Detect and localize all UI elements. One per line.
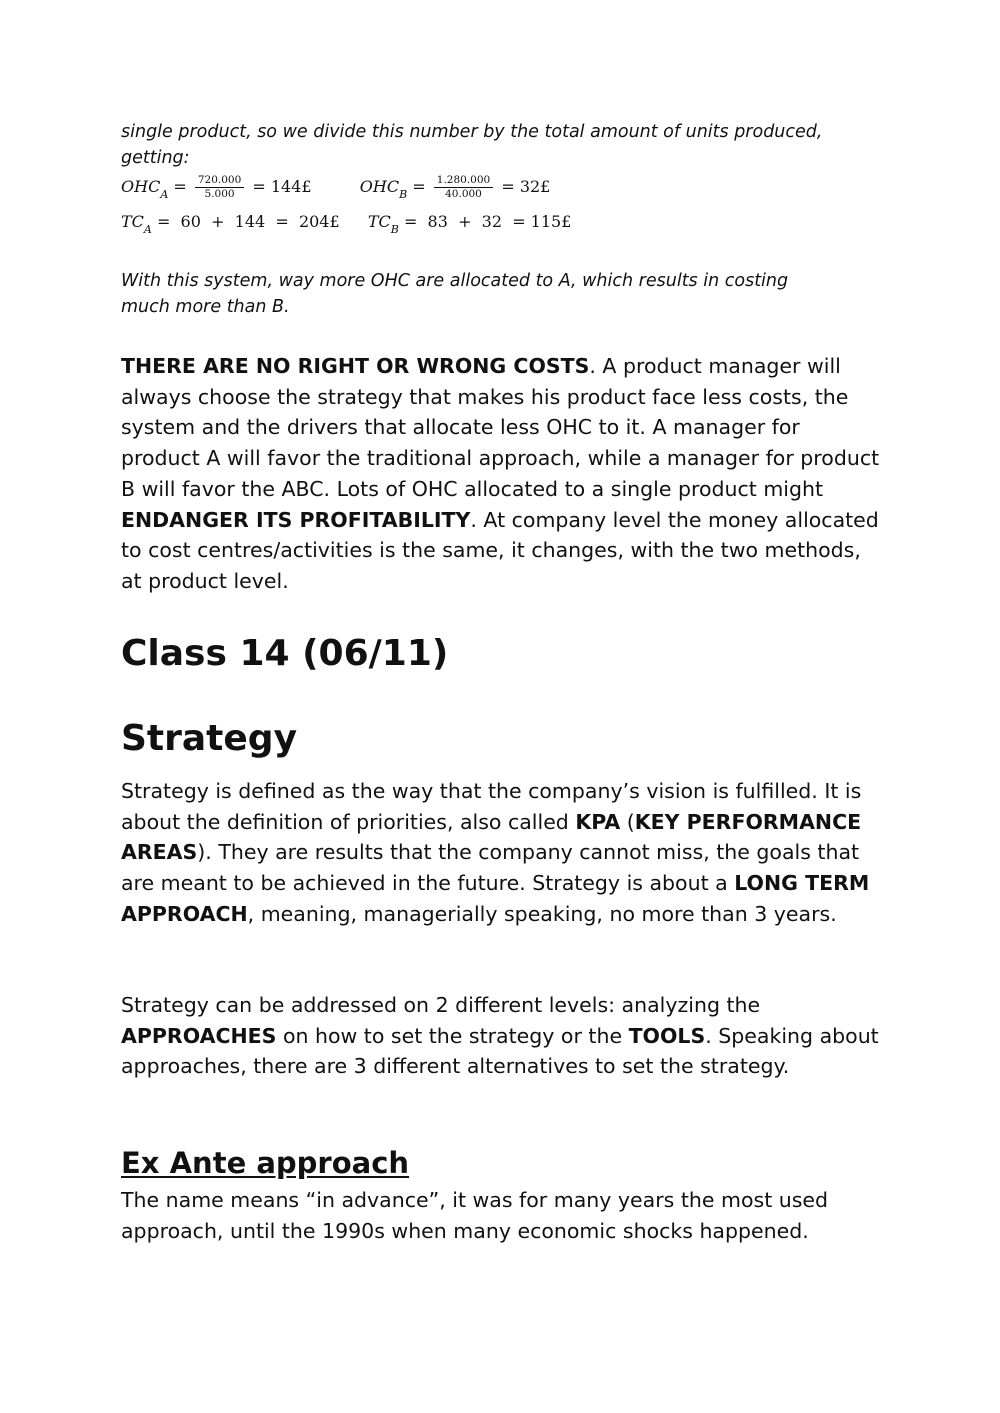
formula-tc: $TC_A = 60 + 144$ = 204£ $TC_B = 83 + 32$ = 115£ (121, 212, 572, 236)
fraction-ohc-b: $\frac{1.280.000}{40.000}$ (434, 174, 493, 201)
class-heading: Class 14 (06/11) (121, 633, 449, 674)
ex-ante-paragraph: The name means “in advance”, it was for many years the most used approach, until the 1990s when many economic shocks happened. (121, 1188, 829, 1243)
formula-ohc: $OHC_A$ = $\frac{720.000}{5.000}$ = 144£ $OHC_B$ = $\frac{1.280.000}{40.000}$ = 32£ (121, 174, 551, 201)
strategy-definition-paragraph: Strategy is defined as the way that the company’s vision is fulfilled. It is about the definition of priorities, also called KPA (KEY PERFORMANCE AREAS). They are results that the company cannot miss, the goals that are meant to be achieved in the future. Strategy is about a LONG TERM APPROACH, meaning, managerially speaking, no more than 3 years. (121, 779, 870, 926)
fraction-ohc-a: $\frac{720.000}{5.000}$ (195, 174, 244, 201)
intro-italic-paragraph: single product, so we divide this number by the total amount of units produced, getting: (121, 122, 823, 168)
costs-paragraph: THERE ARE NO RIGHT OR WRONG COSTS. A product manager will always choose the strategy that makes his product face less costs, the system and the drivers that allocate less OHC to it. A manager for product A will favor the traditional approach, while a manager for product B will favor the ABC. Lots of OHC allocated to a single product might ENDANGER ITS PROFITABILITY. At company level the money allocated to cost centres/activities is the same, it changes, with the two methods, at product level. (121, 354, 880, 593)
ex-ante-heading: Ex Ante approach (121, 1146, 410, 1180)
ohc-allocation-note: With this system, way more OHC are allocated to A, which results in costing much more than B. (121, 271, 789, 317)
strategy-heading: Strategy (121, 718, 298, 759)
strategy-levels-paragraph: Strategy can be addressed on 2 different levels: analyzing the APPROACHES on how to set the strategy or the TOOLS. Speaking about approaches, there are 3 different alternatives to set the strategy. (121, 993, 879, 1079)
